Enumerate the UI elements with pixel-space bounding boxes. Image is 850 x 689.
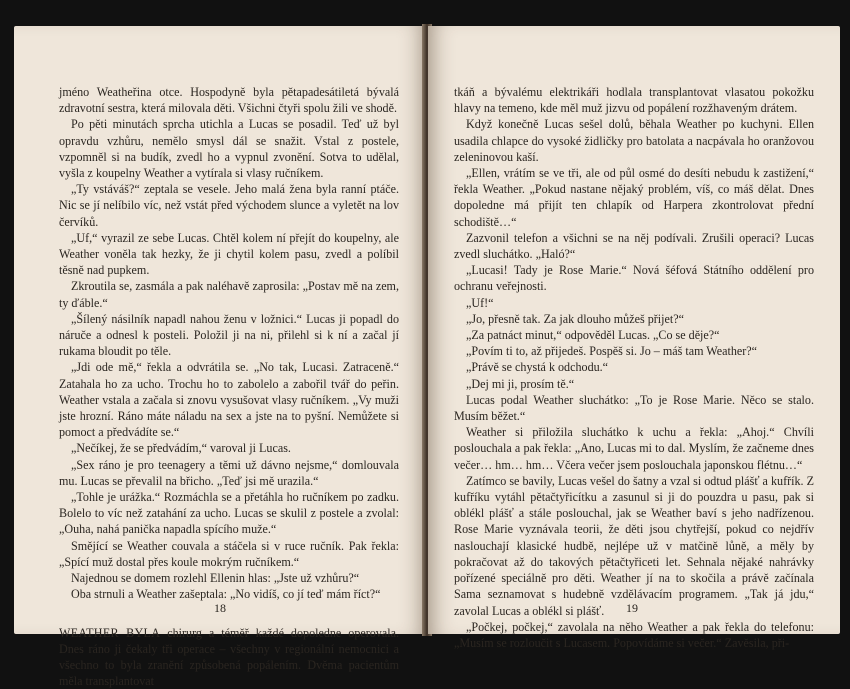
paragraph: „Nečíkej, že se předvádím,“ varoval ji Lucas. [59, 440, 399, 456]
section-paragraph [59, 625, 399, 689]
paragraph: „Sex ráno je pro teenagery a těmi už dávno nejsme,“ domlouvala mu. Lucas se převalil na břicho. „Teď jsi mě urazila.“ [59, 457, 399, 489]
section-text: chirurg a téměř každé dopoledne operovala. Dnes ráno ji čekaly tři operace – všechny v regionální nemocnici a všechno to byla zranění způsobená popálením. Dvěma pacientům měla transplantovat [59, 626, 399, 689]
paragraph: „Uf,“ vyrazil ze sebe Lucas. Chtěl kolem ní přejít do koupelny, ale Weather voněla tak hezky, že ji chytil kolem pasu, zvedl a políbil těsně nad pupkem. [59, 230, 399, 279]
paragraph: „Ellen, vrátím se ve tři, ale od půl osmé do desíti nebudu k zastižení,“ řekla Weather. „Pokud nastane nějaký problém, víš, co máš dělat. Dnes dopoledne má přijít ten chlapík od Harpera zkontrolovat přední schodiště…“ [454, 165, 814, 230]
right-page-text [454, 84, 814, 651]
paragraph: Zazvonil telefon a všichni se na něj podívali. Zrušili operaci? Lucas zvedl sluchátko. „Haló?“ [454, 230, 814, 262]
left-page [14, 26, 426, 634]
paragraph: Smějící se Weather couvala a stáčela si v ruce ručník. Pak řekla: „Spící muž dostal přes koule mokrým ručníkem.“ [59, 538, 399, 570]
paragraph: „Šílený násilník napadl nahou ženu v ložnici.“ Lucas ji popadl do náruče a odnesl k posteli. Položil ji na ni, přilehl si k ní a začal jí rukama bloudit po těle. [59, 311, 399, 360]
paragraph: „Právě se chystá k odchodu.“ [454, 359, 814, 375]
paragraph: „Uf!“ [454, 295, 814, 311]
paragraph: jméno Weatheřina otce. Hospodyně byla pětapadesátiletá bývalá zdravotní sestra, která milovala děti. Všichni čtyři spolu žili ve shodě. [59, 84, 399, 116]
page-number: 19 [626, 601, 638, 616]
paragraph: „Povím ti to, až přijedeš. Pospěš si. Jo – máš tam Weather?“ [454, 343, 814, 359]
right-page [428, 26, 840, 634]
paragraph: tkáň a bývalému elektrikáři hodlala transplantovat vlasatou pokožku hlavy na temeno, kde měl muž jizvu od popálení rozžhaveným drátem. [454, 84, 814, 116]
section-lead: WEATHER BYLA [59, 626, 160, 640]
paragraph: „Tohle je urážka.“ Rozmáchla se a přetáhla ho ručníkem po zadku. Bolelo to víc než zatahání za ucho. Lucas se skulil z postele a zvolal: „Ouha, nahá panička napadla spícího muže.“ [59, 489, 399, 538]
paragraph: Když konečně Lucas sešel dolů, běhala Weather po kuchyni. Ellen usadila chlapce do vysoké židličky pro batolata a nacpávala ho oranžovou zeleninovou kaší. [454, 116, 814, 165]
paragraph: Zkroutila se, zasmála a pak naléhavě zaprosila: „Postav mě na zem, ty ďáble.“ [59, 278, 399, 310]
paragraph: Najednou se domem rozlehl Ellenin hlas: „Jste už vzhůru?“ [59, 570, 399, 586]
paragraph: Lucas podal Weather sluchátko: „To je Rose Marie. Něco se stalo. Musím běžet.“ [454, 392, 814, 424]
open-book [14, 18, 840, 636]
paragraph: Weather si přiložila sluchátko k uchu a řekla: „Ahoj.“ Chvíli poslouchala a pak řekla: „Ano, Lucas mi to dal. Myslím, že začneme dnes večer… hm… hm… Včera večer jsem poslouchala japonskou flétnu…“ [454, 424, 814, 473]
paragraph: „Dej mi ji, prosím tě.“ [454, 376, 814, 392]
left-page-text [59, 84, 399, 689]
paragraph: „Ty vstáváš?“ zeptala se vesele. Jeho malá žena byla ranní ptáče. Nic se jí nelíbilo víc, než vstát před východem slunce a vyletět na lov červíků. [59, 181, 399, 230]
page-number: 18 [214, 601, 226, 616]
paragraph: Po pěti minutách sprcha utichla a Lucas se posadil. Teď už byl opravdu vzhůru, nemělo smysl dál se snažit. Vstal z postele, vzpomněl si na budík, zvedl ho a vypnul zvonění. Sotva to udělal, vyšla z koupelny Weather a vytírala si vlasy ručníkem. [59, 116, 399, 181]
paragraph: Oba strnuli a Weather zašeptala: „No vidíš, co jí teď mám říct?“ [59, 586, 399, 602]
paragraph: „Počkej, počkej,“ zavolala na něho Weather a pak řekla do telefonu: „Musím se rozloučit s Lucasem. Popovídáme si večer.“ Zavěsila, při- [454, 619, 814, 651]
background-strip [0, 120, 14, 300]
paragraph: „Lucasi! Tady je Rose Marie.“ Nová šéfová Státního oddělení pro ochranu veřejnosti. [454, 262, 814, 294]
paragraph: „Za patnáct minut,“ odpověděl Lucas. „Co se děje?“ [454, 327, 814, 343]
paragraph: Zatímco se bavily, Lucas vešel do šatny a vzal si odtud plášť a kufřík. Z kufříku vytáhl pětačtyřicítku a zasunul si ji do pouzdra u pasu, pak si oblékl plášť a stále poslouchal, jak se Weather baví s jeho nadřízenou. Rose Marie vyznávala teorii, že děti jsou chytřejší, pokud co nejdřív naslouchají klasické hudbě, nejlépe už v matčině lůně, a měly by pokračovat až do takových pětačtyřiceti let. Sehnala nějaké nahrávky pořízené speciálně pro děti. Weather jí na to skočila a právě začínala Sama seznamovat s hudebně vzdělávacím programem. „Tak já jdu,“ zavolal Lucas a oblékl si plášť. [454, 473, 814, 619]
paragraph: „Jo, přesně tak. Za jak dlouho můžeš přijet?“ [454, 311, 814, 327]
paragraph: „Jdi ode mě,“ řekla a odvrátila se. „No tak, Lucasi. Zatraceně.“ Zatahala ho za ucho. Trochu ho to zabolelo a zabořil tvář do peřin. Weather vstala a začala si znovu vysušovat vlasy ručníkem. „Vy muži jste hrozní. Ráno máte náladu na sex a jste na to pyšní. Nemůžete si pomoct a předvádíte se.“ [59, 359, 399, 440]
